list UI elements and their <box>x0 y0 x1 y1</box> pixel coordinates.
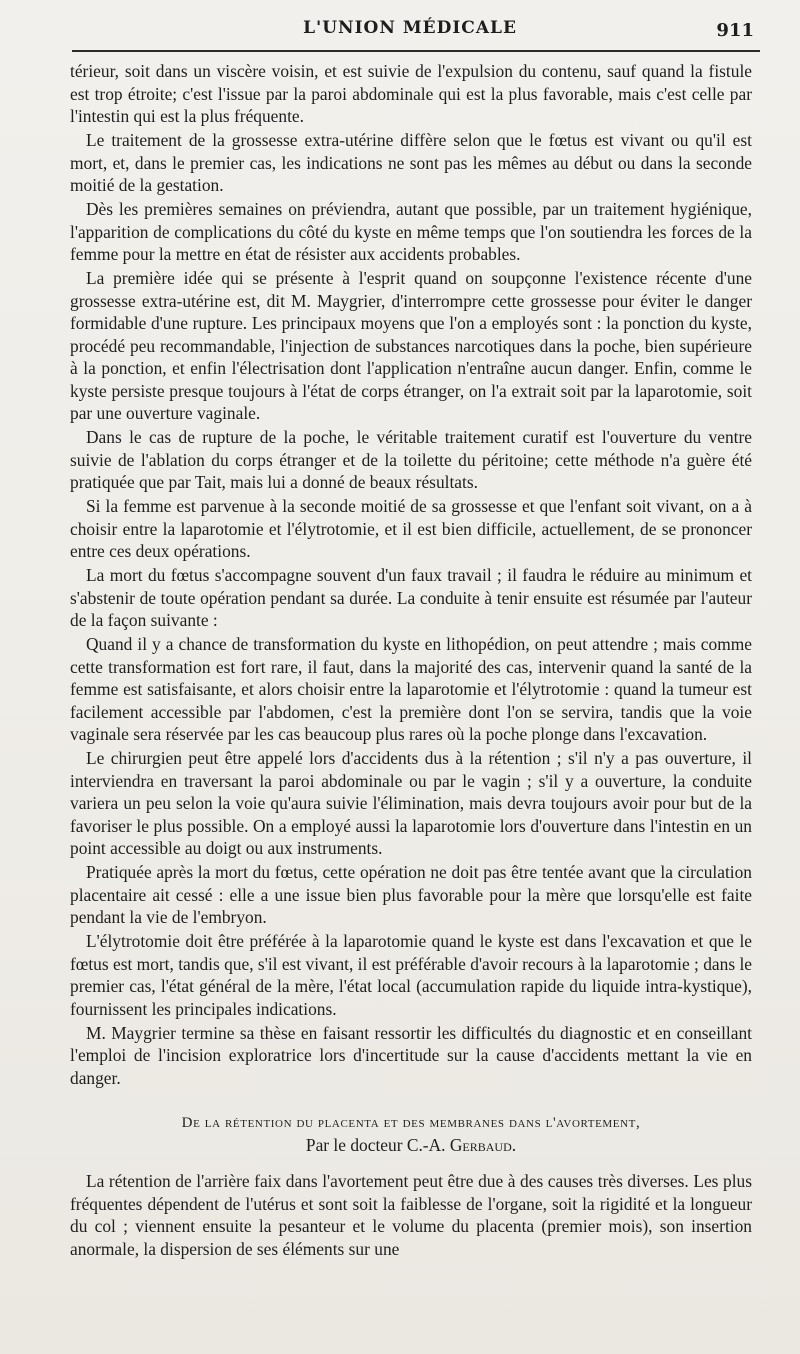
paragraph: L'élytrotomie doit être préférée à la laparotomie quand le kyste est dans l'excavation et que le fœtus est mort, tandis que, s'il est vivant, il est préférable d'avoir recours à la laparotomie ; dans le premier cas, l'état général de la mère, l'état local (accumulation rapide du liquide intra-kystique), fournissent les principales indications. <box>70 931 752 1019</box>
paragraph: Si la femme est parvenue à la seconde moitié de sa grossesse et que l'enfant soit vivant, on a à choisir entre la laparotomie et l'élytrotomie, et il est bien difficile, actuellement, de se prononcer entre ces deux opérations. <box>70 496 752 561</box>
section-title-rest: rétention du placenta et des membranes dans l'avortement, <box>225 1115 641 1131</box>
paragraph: Dès les premières semaines on préviendra, autant que possible, par un traitement hygiénique, l'apparition de complications du côté du kyste en même temps que l'on soutiendra les forces de la femme pour la mettre en état de résister aux accidents probables. <box>70 199 752 264</box>
paragraph: M. Maygrier termine sa thèse en faisant ressortir les difficultés du diagnostic et en conseillant l'emploi de l'incision exploratrice lors d'incertitude sur la cause d'accidents mettant la vie en danger. <box>70 1022 752 1088</box>
body-text <box>70 60 752 1262</box>
byline-author: C.-A. Gerbaud. <box>406 1135 517 1155</box>
section-title <box>70 1113 752 1134</box>
paragraph: Dans le cas de rupture de la poche, le véritable traitement curatif est l'ouverture du ventre suivie de l'ablation du corps étranger et de la toilette du péritoine; cette méthode n'a guère été pratiquée que par Tait, mais lui a donné de beaux résultats. <box>70 427 752 492</box>
paragraph: térieur, soit dans un viscère voisin, et est suivie de l'expulsion du contenu, sauf quand la fistule est trop étroite; c'est l'issue par la paroi abdominale qui est la plus favorable, mais c'est celle par l'intestin qui est la plus fréquente. <box>70 61 752 126</box>
page-number: 911 <box>716 20 754 41</box>
paragraph: Quand il y a chance de transformation du kyste en lithopédion, on peut attendre ; mais comme cette transformation est fort rare, il faut, dans la majorité des cas, intervenir quand la santé de la femme est satisfaisante, et alors choisir entre la laparotomie et l'élytrotomie : quand la tumeur est facilement accessible par l'abdomen, c'est la première dont l'on se servira, tandis que la voie vaginale sera réservée par les cas beaucoup plus rares où la poche plonge dans l'excavation. <box>70 634 752 744</box>
section-byline <box>70 1134 752 1156</box>
paragraph: Le chirurgien peut être appelé lors d'accidents dus à la rétention ; s'il n'y a pas ouverture, il interviendra en traversant la paroi abdominale ou par le vagin ; s'il y a ouverture, la conduite variera un peu selon la voie qu'aura suivie l'élimination, mais devra toujours avoir pour but de la favoriser le plus possible. On a employé aussi la laparotomie lors d'ouverture dans l'intestin en un point accessible au doigt ou aux instruments. <box>70 748 752 858</box>
section-title-prefix: De la <box>181 1115 221 1131</box>
header-rule <box>72 50 760 52</box>
paragraph: La première idée qui se présente à l'esprit quand on soupçonne l'existence récente d'une grossesse extra-utérine est, dit M. Maygrier, d'interrompre cette grossesse pour éviter le danger formidable d'une rupture. Les principaux moyens que l'on a employés sont : la ponction du kyste, procédé peu recommandable, l'injection de substances narcotiques dans la poche, bien supérieure à la ponction, et enfin l'électrisation dont l'application n'entraîne aucun danger. Enfin, comme le kyste persiste presque toujours à l'état de corps étranger, on l'a extrait soit par la laparotomie, soit par une ouverture vaginale. <box>70 268 752 423</box>
paragraph: La rétention de l'arrière faix dans l'avortement peut être due à des causes très diverses. Les plus fréquentes dépendent de l'utérus et sont soit la faiblesse de l'organe, soit la rigidité et la longueur du col ; viennent ensuite la pesanteur et le volume du placenta (premier mois), son insertion anormale, la dispersion de ses éléments sur une <box>70 1171 752 1259</box>
byline-prefix: Par le docteur <box>305 1135 403 1155</box>
running-title: L'UNION MÉDICALE <box>303 18 517 38</box>
page-header <box>60 14 760 54</box>
paragraph: Le traitement de la grossesse extra-utérine diffère selon que le fœtus est vivant ou qu'il est mort, et, dans le premier cas, les indications ne sont pas les mêmes au début ou dans la seconde moitié de la gestation. <box>70 130 752 195</box>
paragraph: La mort du fœtus s'accompagne souvent d'un faux travail ; il faudra le réduire au minimum et s'abstenir de toute opération pendant sa durée. La conduite à tenir ensuite est résumée par l'auteur de la façon suivante : <box>70 565 752 630</box>
paragraph: Pratiquée après la mort du fœtus, cette opération ne doit pas être tentée avant que la circulation placentaire ait cessé : elle a une issue bien plus favorable pour la mère que lorsqu'elle est faite pendant la vie de l'embryon. <box>70 862 752 927</box>
